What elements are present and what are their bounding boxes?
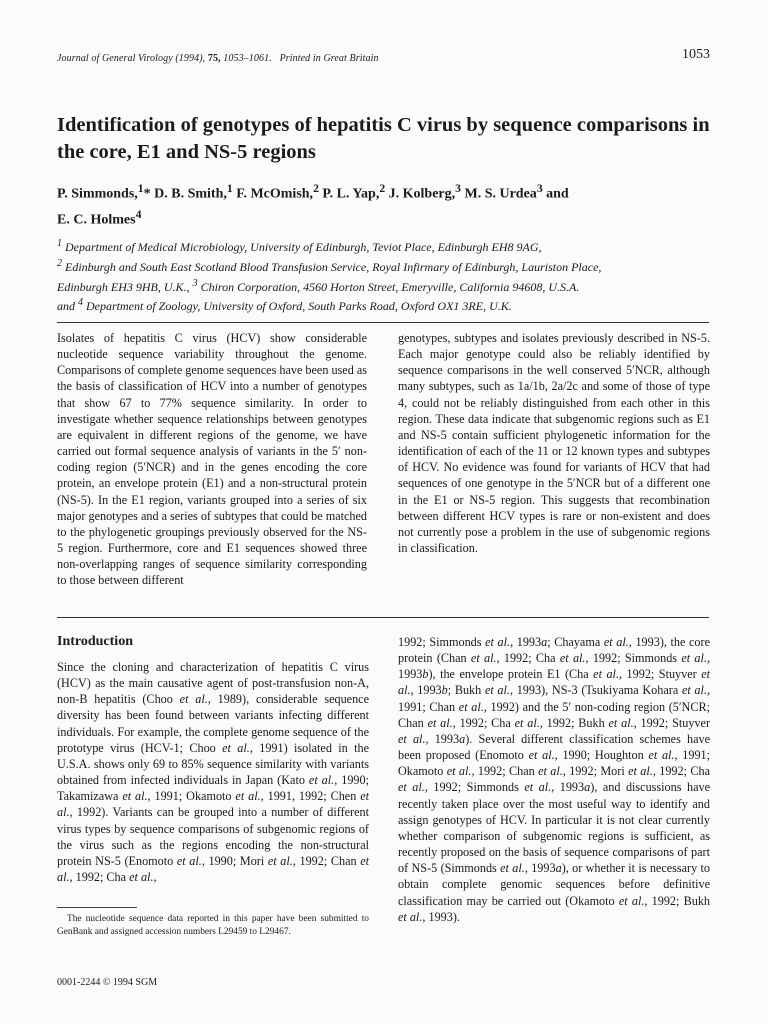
issn-copyright: 0001-2244 © 1994 SGM	[57, 977, 158, 988]
running-head	[57, 53, 379, 64]
printed-note: Printed in Great Britain	[279, 53, 379, 64]
introduction-right-column: 1992; Simmonds et al., 1993a; Chayama et al., 1993), the core protein (Chan et al., 1992; Cha et al., 1992; Simmonds et al., 1993b), the envelope protein E1 (Cha et al., 1992; Stuyver et al., 1993b; Bukh et al., 1993), NS-3 (Tsukiyama Kohara et al., 1991; Chan et al., 1992) and the 5′ non-coding region (5′NCR; Chan et al., 1992; Cha et al., 1992; Bukh et al., 1992; Stuyver et al., 1993a). Several different classification schemes have been proposed (Enomoto et al., 1990; Houghton et al., 1991; Okamoto et al., 1992; Chan et al., 1992; Mori et al., 1992; Cha et al., 1992; Simmonds et al., 1993a), and discussions have recently taken place over the most useful way to identify and assign genotypes of HCV. In particular it is not clear currently whether comparison of subgenomic regions is sufficient, as recently proposed on the basis of sequence comparisons of part of NS-5 (Simmonds et al., 1993a), or whether it is necessary to obtain complete genomic sequences before definitive classification may be carried out (Okamoto et al., 1992; Bukh et al., 1993).	[398, 635, 711, 924]
affiliations: $^1$ Department of Medical Microbiology, University of Edinburgh, Teviot Place, Edinburgh EH8 9AG, $^2$ Edinburgh and South East Scotland Blood Transfusion Service, Royal Infirmary of Edinburgh, Lauriston Place, Edinburgh EH3 9HB, U.K., $^3$ Chiron Corporation, 4560 Horton Street, Emeryville, California 94608, U.S.A. and $^4$ Department of Zoology, University of Oxford, South Parks Road, Oxford OX1 3RE, U.K.	[57, 238, 602, 314]
abstract-top-rule	[57, 322, 709, 323]
abstract-right-column: genotypes, subtypes and isolates previously described in NS-5. Each major genotype could also be reliably identified by sequence comparisons in the well conserved 5′NCR, although many subtypes, such as 1a/1b, 2a/2c and some of those of type 4, could not be reliably distinguished from each other in this region. These data indicate that subgenomic regions such as E1 and NS-5 contain sufficient phylogenetic information for the identification of each of the 11 or 12 known types and subtypes of HCV. No evidence was found for variants of HCV that had sequences of one genotype in the 5′NCR but of a different one in the E1 or NS-5 region. This suggests that recombination between different HCV types is rare or non-existent and does not currently pose a problem in the use of subgenomic regions in classification.	[398, 331, 710, 556]
journal-pages: 1053–1061.	[223, 53, 272, 64]
abstract-left-column: Isolates of hepatitis C virus (HCV) show considerable nucleotide sequence variability throughout the genome. Comparisons of complete genome sequences have been used as the basis of classification of HCV into a number of genotypes that show 67 to 77% sequence similarity. In order to investigate whether sequence relationships between genotypes are equivalent in different regions of the genome, we have carried out formal sequence analysis of variants in the 5′ non-coding region (5′NCR) and in the genes encoding the core protein, an envelope protein (E1) and a non-structural protein (NS-5). In the E1 region, variants grouped into a series of six major genotypes and a series of subtypes that could be matched to the phylogenetic groupings previously observed for the NS-5 region. Furthermore, core and E1 sequences showed three non-overlapping ranges of sequence similarity corresponding to those between different	[57, 331, 368, 588]
journal-year: (1994),	[175, 53, 206, 64]
footnote: The nucleotide sequence data reported in this paper have been submitted to GenBank and assigned accession numbers L29459 to L29467.	[57, 914, 369, 937]
section-heading-introduction: Introduction	[57, 634, 133, 649]
page-number: 1053	[682, 47, 710, 62]
abstract-bottom-rule	[57, 617, 709, 618]
footnote-rule	[57, 907, 137, 908]
journal-volume: 75,	[207, 53, 221, 64]
journal-name: Journal of General Virology	[57, 53, 173, 64]
introduction-left-column: Since the cloning and characterization of hepatitis C virus (HCV) as the main causative agent of post-transfusion non-A, non-B hepatitis (Choo et al., 1989), considerable sequence diversity has been found between variants infecting different individuals. For example, the complete genome sequence of the prototype virus (HCV-1; Choo et al., 1991) isolated in the U.S.A. shows only 69 to 85% sequence similarity with variants obtained from infected individuals in Japan (Kato et al., 1990; Takamizawa et al., 1991; Okamoto et al., 1991, 1992; Chen et al., 1992). Variants can be grouped into a number of different virus types by sequence comparisons of subgenomic regions of the virus such as the regions encoding the non-structural protein NS-5 (Enomoto et al., 1990; Mori et al., 1992; Chan et al., 1992; Cha et al.,	[57, 660, 370, 885]
paper-title: Identification of genotypes of hepatitis C virus by sequence comparisons in the core, E1 and NS-5 regions	[57, 114, 710, 163]
author-list: P. Simmonds,$^1$* D. B. Smith,$^1$ F. McOmish,$^2$ P. L. Yap,$^2$ J. Kolberg,$^3$ M. S. Urdea$^3$ and E. C. Holmes$^4$	[57, 182, 569, 228]
